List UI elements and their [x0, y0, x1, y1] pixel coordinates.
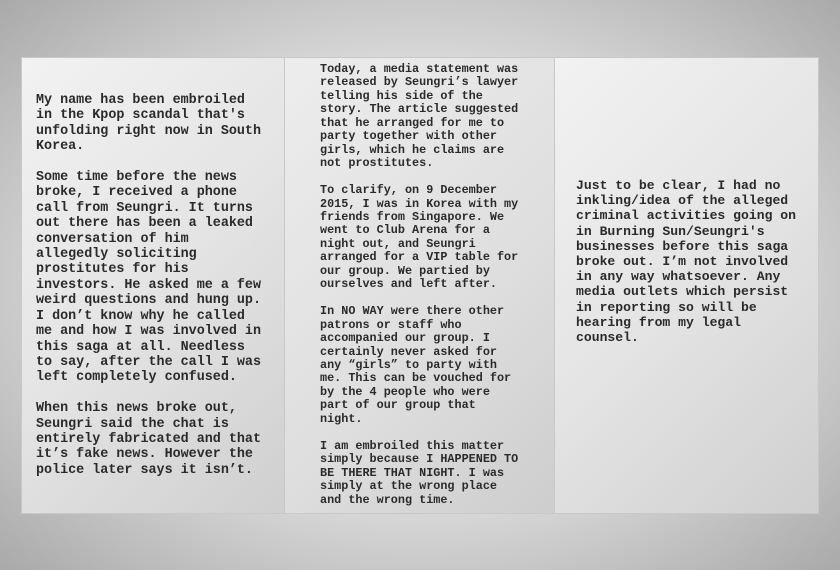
story-panel-1: [22, 58, 285, 513]
paragraph: Just to be clear, I had no inkling/idea of the alleged criminal activities going on in Burning Sun/Seungri's businesses before this saga broke out. I’m not involved in any way whatsoever. Any media outlets which persist in reporting so will be hearing from my legal counsel.: [576, 178, 797, 346]
paragraph: My name has been embroiled in the Kpop scandal that's unfolding right now in South Korea.: [36, 93, 261, 155]
story-panel-3: [555, 58, 818, 513]
statement-text-3: [576, 178, 796, 345]
paragraph: When this news broke out, Seungri said the chat is entirely fabricated and that it’s fake news. However the police later says it isn’t.: [36, 401, 261, 478]
statement-text-1: [36, 93, 261, 478]
paragraph: Today, a media statement was released by Seungri’s lawyer telling his side of the story. The article suggested that he arranged for me to party together with other girls, which he claims are not prostitutes.: [320, 62, 519, 171]
statement-text-2: [320, 63, 518, 507]
paragraph: To clarify, on 9 December 2015, I was in Korea with my friends from Singapore. We went to Club Arena for a night out, and Seungri arranged for a VIP table for our group. We partied by ourselves and left after.: [320, 183, 519, 292]
story-panel-2: [285, 58, 555, 513]
paragraph: In NO WAY were there other patrons or staff who accompanied our group. I certainly never asked for any “girls” to party with me. This can be vouched for by the 4 people who were part of our group that night.: [320, 304, 512, 426]
paragraph: I am embroiled this matter simply because I HAPPENED TO BE THERE THAT NIGHT. I was simply at the wrong place and the wrong time.: [320, 438, 519, 507]
paragraph: Some time before the news broke, I received a phone call from Seungri. It turns out there has been a leaked conversation of him allegedly soliciting prostitutes for his investors. He asked me a few weird questions and hung up. I don’t know why he called me and how I was involved in this saga at all. Needless to say, after the call I was left completely confused.: [36, 170, 261, 386]
